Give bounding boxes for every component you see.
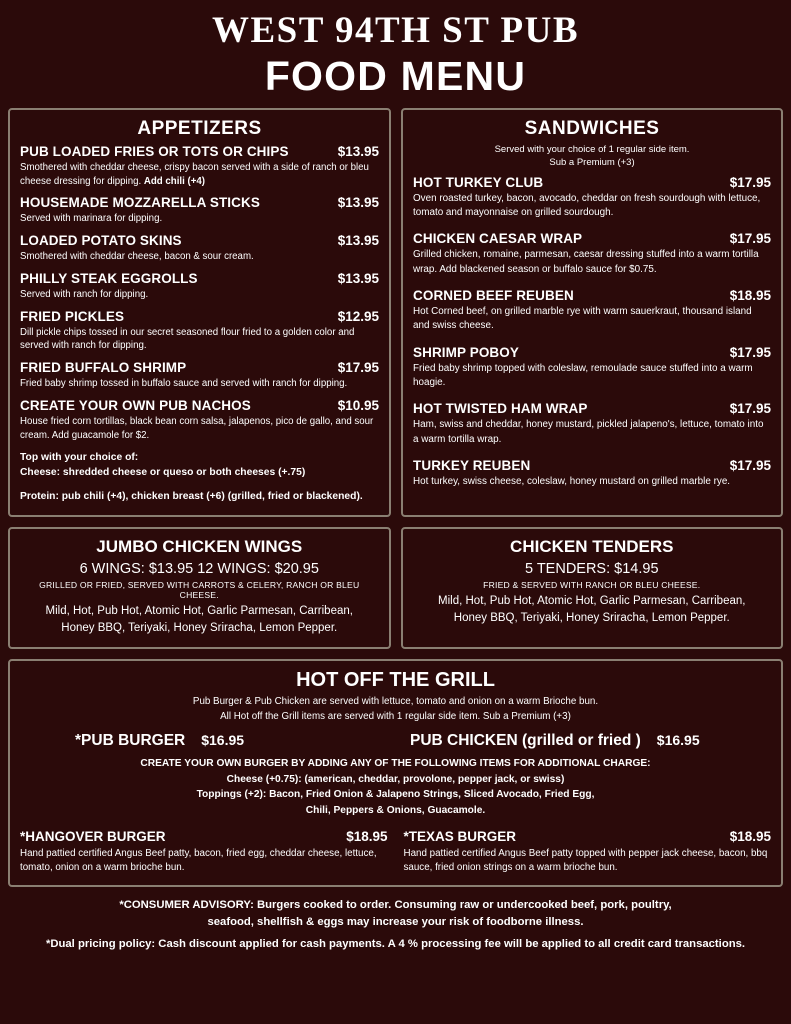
item-name: SHRIMP POBOY <box>413 344 519 360</box>
item-price: $16.95 <box>656 731 700 748</box>
item-price: $16.95 <box>201 731 245 748</box>
item-description: Fried baby shrimp tossed in buffalo sauce and served with ranch for dipping. <box>20 378 348 390</box>
grill-title: HOT OFF THE GRILL <box>296 669 495 692</box>
wings-section <box>8 527 391 650</box>
tenders-flavors-line1: Mild, Hot, Pub Hot, Atomic Hot, Garlic Parmesan, Carribean, <box>438 594 746 607</box>
sandwiches-title: SANDWICHES <box>524 117 660 139</box>
grill-subtitle-line1: Pub Burger & Pub Chicken are served with lettuce, tomato and onion on a warm Brioche bun. <box>192 696 599 708</box>
item-description: Hand pattied certified Angus Beef patty, bacon, fried egg, cheddar cheese, lettuce, tomato, onion on a warm brioche bun. <box>20 848 377 874</box>
sandwiches-subtitle-line2: Sub a Premium (+3) <box>549 156 635 168</box>
tenders-flavors <box>413 593 772 628</box>
tenders-title: CHICKEN TENDERS <box>510 536 674 556</box>
menu-item <box>413 231 771 277</box>
item-name: FRIED PICKLES <box>20 308 125 324</box>
tenders-served-note: FRIED & SERVED WITH RANCH OR BLEU CHEESE. <box>483 579 701 590</box>
item-description: Fried baby shrimp topped with coleslaw, remoulade sauce stuffed into a warm hoagie. <box>413 362 753 389</box>
pub-name: WEST 94TH ST PUB <box>211 10 580 51</box>
tenders-section <box>401 527 784 650</box>
item-name: FRIED BUFFALO SHRIMP <box>20 360 187 376</box>
wings-flavors-line1: Mild, Hot, Pub Hot, Atomic Hot, Garlic Parmesan, Carribean, <box>45 604 353 617</box>
grill-subtitle <box>20 695 771 723</box>
sandwiches-section <box>401 108 783 517</box>
item-description: Grilled chicken, romaine, parmesan, caesar dressing stuffed into a warm tortilla wrap. Add blackened season or buffalo sauce for $0.75. <box>413 249 759 275</box>
grill-bottom-items <box>20 829 771 875</box>
item-price: $13.95 <box>337 195 379 211</box>
item-name: CHICKEN CAESAR WRAP <box>413 231 583 247</box>
item-name: HOT TWISTED HAM WRAP <box>413 401 588 417</box>
menu-item <box>20 195 379 226</box>
create-line-4: Chili, Peppers & Onions, Guacamole. <box>305 805 486 817</box>
wings-title: JUMBO CHICKEN WINGS <box>96 536 303 556</box>
create-your-own-notes <box>20 756 771 819</box>
item-price: $13.95 <box>337 270 379 286</box>
menu-item <box>413 458 771 489</box>
item-name: *PUB BURGER <box>75 731 186 749</box>
wings-tenders-row <box>8 527 783 650</box>
item-name: HOUSEMADE MOZZARELLA STICKS <box>20 195 260 211</box>
item-price: $17.95 <box>337 360 379 376</box>
item-name: CREATE YOUR OWN PUB NACHOS <box>20 398 251 414</box>
item-price: $17.95 <box>729 458 771 474</box>
create-line-2: Cheese (+0.75): (american, cheddar, provolone, pepper jack, or swiss) <box>226 773 565 785</box>
item-name: PHILLY STEAK EGGROLLS <box>20 270 198 286</box>
item-name: PUB LOADED FRIES OR TOTS OR CHIPS <box>20 143 289 159</box>
grill-subtitle-line2: All Hot off the Grill items are served with 1 regular side item. Sub a Premium (+3) <box>220 710 571 722</box>
item-description: Hand pattied certified Angus Beef patty topped with pepper jack cheese, bacon, bbq sauce, fried onion strings on a warm brioche bun. <box>403 848 768 874</box>
item-price: $17.95 <box>729 401 771 417</box>
item-price: $13.95 <box>337 143 379 159</box>
item-description: Dill pickle chips tossed in our secret seasoned flour fried to a golden color and served with ranch for dipping. <box>20 326 355 352</box>
menu-item <box>413 288 771 334</box>
appetizer-notes <box>20 450 379 505</box>
item-name: CORNED BEEF REUBEN <box>413 287 574 303</box>
advisory-line-2: seafood, shellfish & eggs may increase your risk of foodborne illness. <box>207 915 584 928</box>
item-name: PUB CHICKEN (grilled or fried ) <box>410 731 641 749</box>
menu-item <box>20 271 379 302</box>
dual-pricing-policy: *Dual pricing policy: Cash discount applied for cash payments. A 4 % processing fee will be applied to all credit card transactions. <box>45 938 746 951</box>
sandwiches-subtitle <box>413 144 771 170</box>
menu-item <box>20 144 379 189</box>
item-description: Smothered with cheddar cheese, bacon & sour cream. <box>20 251 254 263</box>
item-description: Smothered with cheddar cheese, crispy bacon served with a side of ranch or bleu cheese dressing for dipping. Add chili (+4) <box>20 161 369 187</box>
appetizers-title: APPETIZERS <box>137 117 262 139</box>
protein-note: Protein: pub chili (+4), chicken breast (+6) (grilled, fried or blackened). <box>20 491 363 503</box>
tenders-flavors-line2: Honey BBQ, Teriyaki, Honey Sriracha, Lemon Pepper. <box>453 612 730 625</box>
item-description: Ham, swiss and cheddar, honey mustard, pickled jalapeno's, lettuce, tomato into a warm tortilla wrap. <box>413 419 764 445</box>
sandwiches-subtitle-line1: Served with your choice of 1 regular side item. <box>494 143 690 155</box>
item-price: $12.95 <box>337 308 379 324</box>
menu-item <box>413 401 771 447</box>
menu-header <box>8 0 783 98</box>
menu-item <box>390 732 771 750</box>
menu-footer <box>8 897 783 950</box>
menu-item <box>20 233 379 264</box>
item-price: $17.95 <box>729 231 771 247</box>
item-price: $17.95 <box>729 344 771 360</box>
item-price: $18.95 <box>729 287 771 303</box>
item-description: Served with ranch for dipping. <box>20 288 149 300</box>
menu-item <box>404 829 772 875</box>
tenders-price-line: 5 TENDERS: $14.95 <box>524 560 659 577</box>
item-price: $17.95 <box>729 174 771 190</box>
appetizers-section <box>8 108 391 517</box>
consumer-advisory <box>8 897 783 930</box>
grill-top-items <box>20 732 771 750</box>
item-price: $13.95 <box>337 233 379 249</box>
item-name: HOT TURKEY CLUB <box>413 174 544 190</box>
item-description: Hot Corned beef, on grilled marble rye with warm sauerkraut, thousand island and swiss cheese. <box>413 305 752 332</box>
item-price: $10.95 <box>337 398 379 414</box>
wings-flavors-line2: Honey BBQ, Teriyaki, Honey Sriracha, Lemon Pepper. <box>61 622 338 635</box>
item-name: TURKEY REUBEN <box>413 458 531 474</box>
menu-item <box>20 732 390 750</box>
create-line-3: Toppings (+2): Bacon, Fried Onion & Jalapeno Strings, Sliced Avocado, Fried Egg, <box>196 789 595 801</box>
item-name: LOADED POTATO SKINS <box>20 233 182 249</box>
item-price: $18.95 <box>346 829 388 845</box>
item-name: *TEXAS BURGER <box>403 829 517 845</box>
cheese-note: Cheese: shredded cheese or queso or both cheeses (+.75) <box>20 466 306 478</box>
menu-item <box>20 829 388 875</box>
grill-section <box>8 659 783 887</box>
create-line-1: CREATE YOUR OWN BURGER BY ADDING ANY OF THE FOLLOWING ITEMS FOR ADDITIONAL CHARGE: <box>140 757 651 769</box>
menu-item <box>413 345 771 391</box>
item-description: House fried corn tortillas, black bean corn salsa, jalapenos, pico de gallo, and sour cream. Add guacamole for $2. <box>20 416 374 441</box>
top-sections <box>8 108 783 517</box>
item-description: Hot turkey, swiss cheese, coleslaw, honey mustard on grilled marble rye. <box>413 476 731 488</box>
item-description: Oven roasted turkey, bacon, avocado, cheddar on fresh sourdough with lettuce, tomato and mayonnaise on grilled sourdough. <box>413 192 761 218</box>
item-price: $18.95 <box>729 829 771 845</box>
item-name: *HANGOVER BURGER <box>20 829 166 845</box>
page-title: FOOD MENU <box>264 52 527 99</box>
wings-price-line: 6 WINGS: $13.95 12 WINGS: $20.95 <box>79 560 319 577</box>
menu-item <box>20 309 379 354</box>
menu-item <box>20 360 379 391</box>
wings-flavors <box>20 603 379 638</box>
wings-served-note: GRILLED OR FRIED, SERVED WITH CARROTS & CELERY, RANCH OR BLEU CHEESE. <box>39 579 360 600</box>
menu-item <box>20 398 379 443</box>
advisory-line-1: *CONSUMER ADVISORY: Burgers cooked to order. Consuming raw or undercooked beef, pork, poultry, <box>119 899 672 912</box>
menu-item <box>413 175 771 221</box>
topping-note-title: Top with your choice of: <box>20 451 139 463</box>
item-description: Served with marinara for dipping. <box>20 213 163 225</box>
